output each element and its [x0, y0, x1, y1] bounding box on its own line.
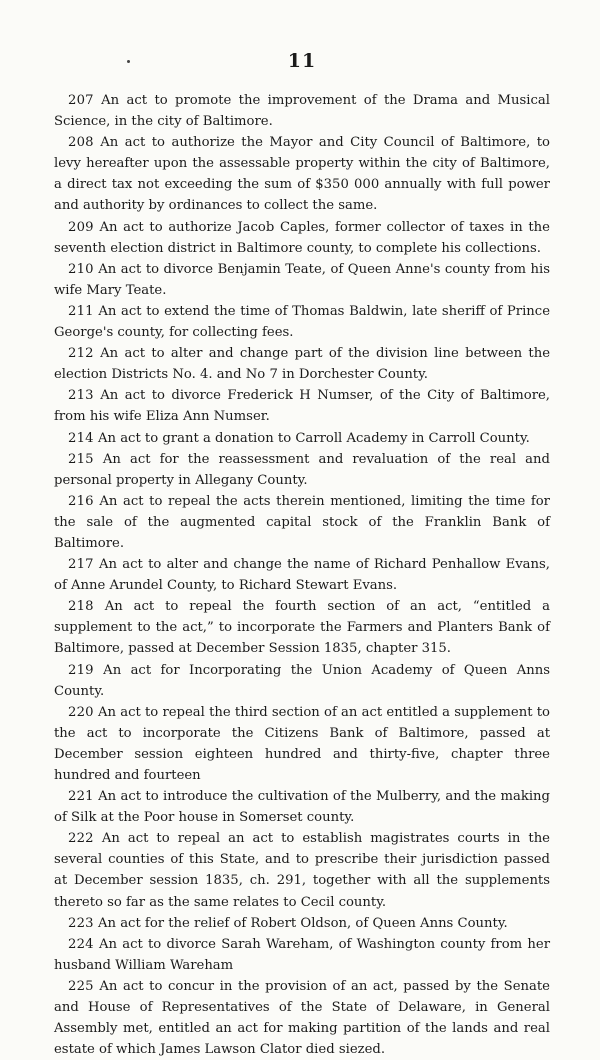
act-number: 221: [68, 789, 94, 805]
act-entry: [54, 428, 550, 449]
act-text: An act to promote the improvement of the Drama and Musical Science, in the city of Baltimore.: [54, 93, 550, 130]
act-text: An act to introduce the cultivation of the Mulberry, and the making of Silk at the Poor house in Somerset county.: [54, 789, 550, 826]
act-number: 215: [68, 451, 94, 467]
act-number: 219: [68, 662, 94, 678]
act-entry: [54, 828, 550, 912]
ink-speck: [127, 60, 130, 63]
act-text: An act to alter and change the name of Richard Penhallow Evans, of Anne Arundel County, to Richard Stewart Evans.: [54, 557, 550, 594]
act-text: An act to authorize the Mayor and City Council of Baltimore, to levy hereafter upon the assessable property within the city of Baltimore, a direct tax not exceeding the sum of $350 000 annually with full power and authority by ordinances to collect the same.: [54, 135, 550, 214]
act-number: 213: [68, 388, 94, 404]
act-number: 225: [68, 978, 94, 994]
act-number: 224: [68, 936, 94, 952]
act-number: 223: [68, 915, 94, 931]
act-entry: [54, 660, 550, 702]
act-entry: [54, 913, 550, 934]
act-entry: [54, 976, 550, 1060]
page-number: 11: [287, 50, 317, 72]
act-number: 214: [68, 430, 94, 446]
act-number: 216: [68, 493, 94, 509]
act-entry: [54, 491, 550, 554]
act-text: An act for the relief of Robert Oldson, of Queen Anns County.: [97, 915, 508, 931]
act-number: 220: [68, 704, 94, 720]
act-text: An act to repeal the fourth section of an act, “entitled a supplement to the act,” to incorporate the Farmers and Planters Bank of Baltimore, passed at December Session 1835, chapter 315.: [54, 599, 550, 657]
act-text: An act to repeal the acts therein mentioned, limiting the time for the sale of the augmented capital stock of the Franklin Bank of Baltimore.: [54, 493, 550, 551]
act-entry: [54, 596, 550, 659]
act-text: An act to concur in the provision of an act, passed by the Senate and House of Representatives of the State of Delaware, in General Assembly met, entitled an act for making partition of the lands and real estate of which James Lawson Clator died siezed.: [54, 978, 550, 1058]
acts-list: [54, 90, 550, 1060]
act-text: An act to repeal the third section of an act entitled a supplement to the act to incorporate the Citizens Bank of Baltimore, passed at December session eighteen hundred and thirty-five, chapter three hundred and fourteen: [54, 704, 550, 783]
act-text: An act to authorize Jacob Caples, former collector of taxes in the seventh election district in Baltimore county, to complete his collections.: [54, 219, 550, 256]
act-number: 209: [68, 219, 94, 235]
act-number: 208: [68, 135, 94, 151]
act-entry: [54, 934, 550, 976]
act-entry: [54, 132, 550, 216]
act-text: An act to divorce Sarah Wareham, of Washington county from her husband William Wareham: [54, 936, 550, 973]
act-text: An act to divorce Benjamin Teate, of Queen Anne's county from his wife Mary Teate.: [54, 261, 550, 298]
act-number: 217: [68, 557, 94, 573]
act-entry: [54, 90, 550, 132]
act-entry: [54, 385, 550, 427]
act-entry: [54, 449, 550, 491]
act-number: 218: [68, 599, 94, 615]
act-number: 222: [68, 831, 94, 847]
act-number: 207: [68, 93, 94, 108]
act-entry: [54, 702, 550, 786]
act-entry: [54, 301, 550, 343]
act-number: 211: [68, 303, 94, 319]
act-entry: [54, 343, 550, 385]
act-entry: [54, 217, 550, 259]
act-text: An act for the reassessment and revaluation of the real and personal property in Allegany County.: [54, 451, 550, 488]
act-number: 210: [68, 261, 94, 277]
act-text: An act to alter and change part of the division line between the election Districts No. 4. and No 7 in Dorchester County.: [54, 346, 550, 383]
act-text: An act to divorce Frederick H Numser, of the City of Baltimore, from his wife Eliza Ann Numser.: [54, 388, 550, 425]
act-text: An act to extend the time of Thomas Baldwin, late sheriff of Prince George's county, for collecting fees.: [54, 303, 550, 341]
act-entry: [54, 554, 550, 596]
act-text: An act to repeal an act to establish magistrates courts in the several counties of this State, and to prescribe their jurisdiction passed at December session 1835, ch. 291, together with all the supplements thereto so far as the same relates to Cecil county.: [54, 831, 550, 910]
act-entry: [54, 259, 550, 301]
act-text: An act for Incorporating the Union Academy of Queen Anns County.: [54, 662, 550, 699]
act-number: 212: [68, 346, 94, 362]
act-text: An act to grant a donation to Carroll Academy in Carroll County.: [97, 430, 530, 446]
act-entry: [54, 786, 550, 828]
